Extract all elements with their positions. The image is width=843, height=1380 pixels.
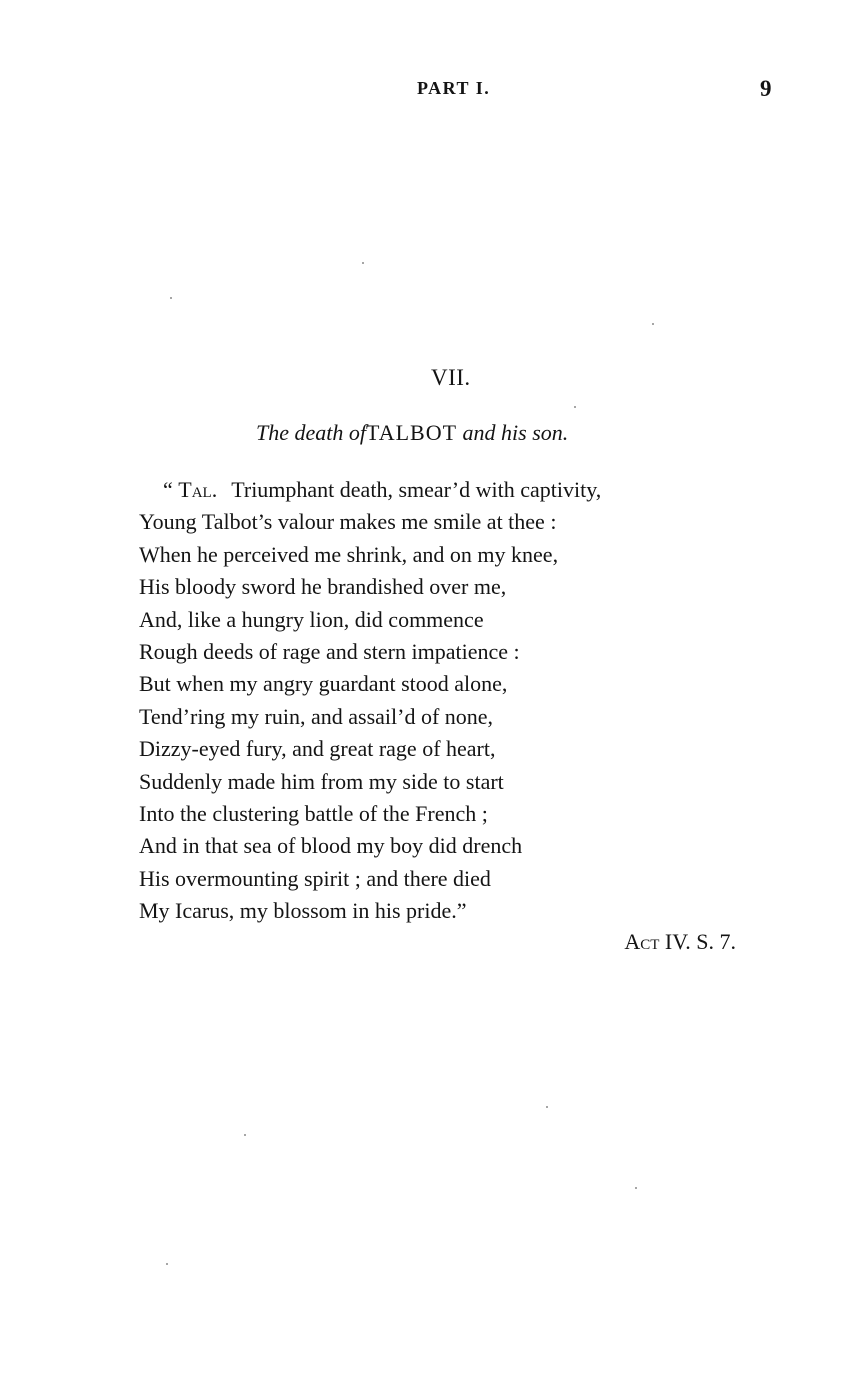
verse-line: When he perceived me shrink, and on my knee, (139, 541, 559, 567)
verse-line: His bloody sword he brandished over me, (139, 574, 507, 600)
verse-line: But when my angry guardant stood alone, (139, 671, 508, 697)
verse-line (139, 474, 759, 506)
paper-speck (546, 1106, 548, 1108)
verse-line: Suddenly made him from my side to start (139, 768, 504, 794)
attribution-act-scene: IV. S. 7. (664, 929, 736, 954)
verse-line: Dizzy-eyed fury, and great rage of heart, (139, 736, 496, 762)
paper-speck (244, 1134, 246, 1136)
verse-line: And in that sea of blood my boy did drench (139, 833, 523, 859)
verse-line-text: Triumphant death, smear’d with captivity, (231, 477, 602, 502)
verse-line: Into the clustering battle of the French ; (139, 800, 488, 826)
verse-line: His overmounting spirit ; and there died (139, 865, 491, 891)
section-title-part1: The death (256, 420, 344, 445)
paper-speck (170, 297, 172, 299)
attribution-act: Act (624, 929, 660, 954)
paper-speck (635, 1187, 637, 1189)
section-title (256, 420, 568, 446)
act-scene-attribution (624, 929, 736, 955)
verse-line: Rough deeds of rage and stern impatience : (139, 638, 520, 664)
verse-line: My Icarus, my blossom in his pride.” (139, 898, 467, 924)
paper-speck (574, 406, 576, 408)
verse-block (139, 474, 759, 927)
paper-speck (362, 262, 364, 264)
section-title-name: TALBOT (366, 420, 458, 445)
verse-line: And, like a hungry lion, did commence (139, 606, 484, 632)
verse-line: Young Talbot’s valour makes me smile at thee : (139, 509, 557, 535)
paper-speck (652, 323, 654, 325)
page-number: 9 (760, 76, 772, 101)
section-title-part3: and his son. (462, 420, 569, 445)
speaker-name: Tal. (178, 477, 218, 502)
verse-line: Tend’ring my ruin, and assail’d of none, (139, 703, 494, 729)
running-head: PART I. (417, 78, 491, 98)
section-title-part2: of (348, 420, 367, 445)
paper-speck (166, 1263, 168, 1265)
section-number: VII. (431, 365, 471, 390)
open-quote: “ (163, 477, 173, 502)
